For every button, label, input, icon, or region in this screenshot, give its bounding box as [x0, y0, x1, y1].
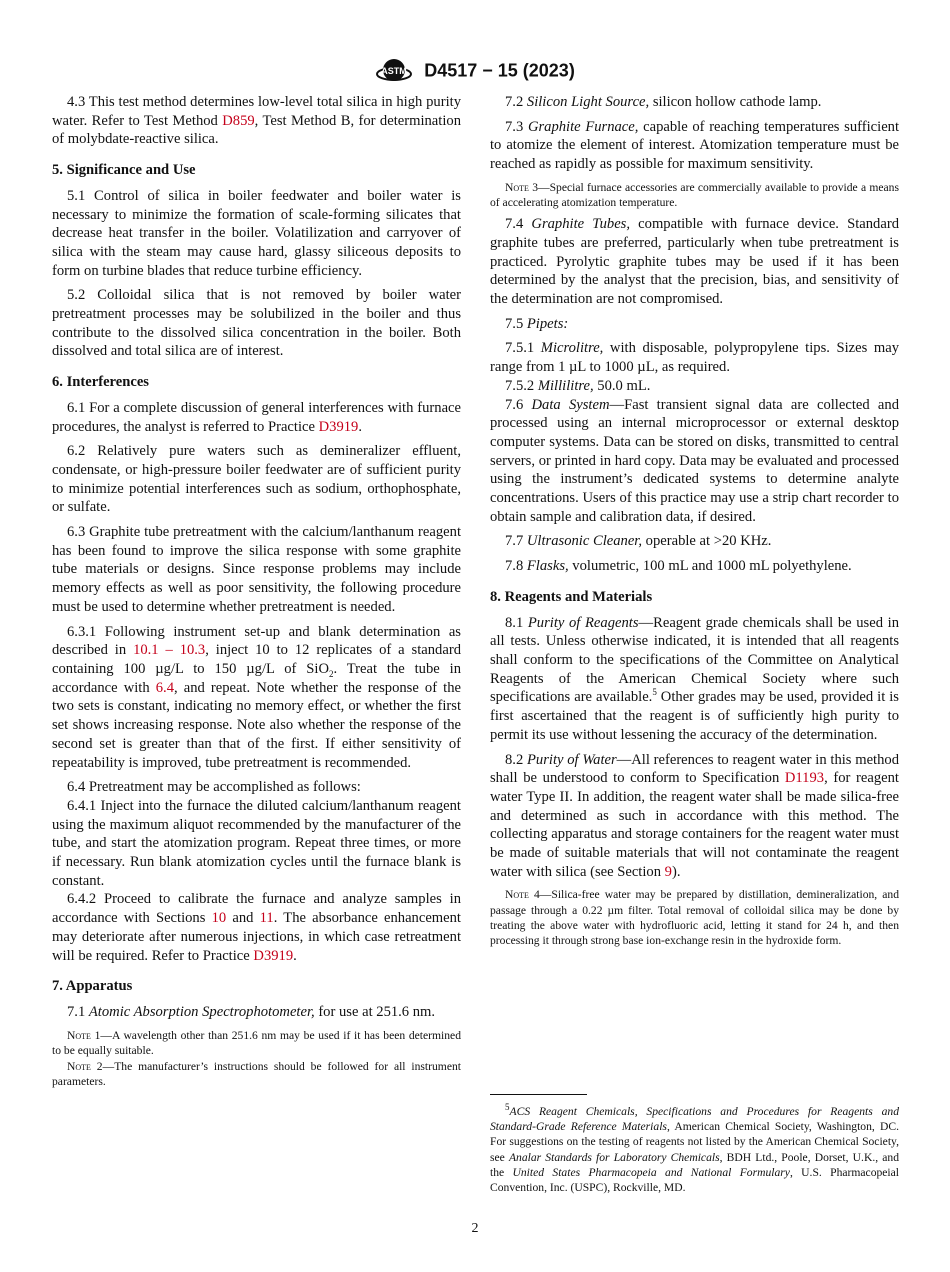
text-run: —Reagent grade chemicals shall be used in all tests. Unless otherwise indicated, it is intended that all reagents shall conform to the specifications of the Committee on Analytical Reagents of the American Chemical Society where such specifications are available. — [490, 614, 899, 706]
text-run: 6.4 Pretreatment may be accomplished as follows: — [67, 779, 361, 796]
svg-text:ASTM: ASTM — [381, 66, 407, 76]
note-label: Note — [67, 1028, 91, 1042]
text-run: 5.2 Colloidal silica that is not removed by boiler water pretreatment processes may be solubilized in the boiler and thus contribute to the dissolved silica concentration in the boiler. Both dissolved and total silica are of interest. — [52, 287, 461, 360]
subscript: 2 — [329, 668, 334, 679]
text-run: 6.4.2 Proceed to calibrate the furnace and analyze samples in accordance with Sections — [52, 891, 461, 927]
text-run: 8. Reagents and Materials — [490, 588, 653, 605]
text-run: 4—Silica-free water may be prepared by distillation, demineralization, and passage through a 0.22 µm filter. Total removal of colloidal silica may be done by treating the above water with hydrofluoric acid, letting it stand for 24 h, and then processing it through strong base ion-exchange resin in the hydroxide form. — [490, 888, 899, 948]
paragraph — [52, 523, 461, 617]
text-run: 6. Interferences — [52, 374, 149, 391]
paragraph — [52, 623, 461, 773]
text-run: . The absorbance enhancement may deteriorate after numerous injections, in which case retreatment will be required. Refer to Practice — [52, 910, 461, 964]
text-run: , BDH Ltd., Poole, Dorset, U.K., and the — [490, 1150, 900, 1179]
right-column — [490, 93, 899, 953]
cross-reference-link[interactable]: 10.1 – 10.3 — [133, 642, 206, 659]
paragraph — [490, 93, 899, 112]
paragraph — [490, 751, 899, 882]
cross-reference-link[interactable]: D1193 — [784, 770, 825, 787]
paragraph — [52, 1003, 461, 1022]
text-run: , for reagent water Type II. In addition, the reagent water shall be made silica-free and determined as such in accordance with this method. The collecting apparatus and storage containers for the reagent water must be made of suitable materials that will not contaminate the reagent water with silica (see Section — [490, 770, 899, 880]
italic-term: Microlitre, — [540, 340, 604, 357]
text-run: 3—Special furnace accessories are commercially available to provide a means of accelerating atomization temperature. — [490, 180, 899, 210]
text-run: capable of reaching temperatures sufficient to atomize the element of interest. Atomization temperature must be reached as rapidly as possible for maximum sensitivity. — [490, 118, 900, 173]
paragraph — [52, 187, 461, 281]
section-heading — [52, 161, 461, 180]
text-run: 2—The manufacturer’s instructions should be followed for all instrument parameters. — [52, 1060, 461, 1089]
page-header — [0, 56, 950, 86]
italic-term: Flasks, — [526, 558, 569, 575]
text-run: 5. Significance and Use — [52, 162, 196, 179]
text-run: with disposable, polypropylene tips. Sizes may range from 1 µL to 1000 µL, as required. — [490, 340, 899, 376]
text-run: 7.8 — [505, 558, 527, 575]
text-run: 5.1 Control of silica in boiler feedwater and boiler water is necessary to minimize the formation of scale-forming silicates that decrease heat transfer in the boiler. Volatilization and carryover of silica with the steam may cause hard, glassy siliceous deposits to form on turbine blades that reduce turbine efficiency. — [52, 187, 461, 279]
text-run: 6.3.1 Following instrument set-up and blank determination as described in — [52, 623, 461, 659]
text-run: 8.2 — [505, 751, 527, 768]
text-run: operable at >20 KHz. — [642, 533, 772, 550]
note-paragraph — [52, 1028, 461, 1058]
astm-logo-icon — [375, 56, 413, 86]
paragraph — [490, 118, 899, 174]
italic-term: ACS Reagent Chemicals, Specifications and Procedures for Reagents and Standard-Grade Reference Materials — [490, 1105, 899, 1134]
paragraph — [490, 557, 899, 576]
text-run: 7. Apparatus — [52, 978, 133, 995]
italic-term: Silicon Light Source, — [526, 94, 650, 110]
cross-reference-link[interactable]: D3919 — [318, 418, 359, 435]
footnote-5 — [490, 1104, 899, 1195]
cross-reference-link[interactable]: 6.4 — [155, 679, 174, 696]
text-run: 6.1 For a complete discussion of general interferences with furnace procedures, the analyst is referred to Practice — [52, 399, 461, 435]
paragraph — [490, 614, 899, 745]
text-run: for use at 251.6 nm. — [314, 1003, 436, 1020]
left-column — [52, 93, 461, 1094]
paragraph — [490, 396, 899, 527]
cross-reference-link[interactable]: D859 — [222, 112, 255, 129]
paragraph — [52, 890, 461, 965]
paragraph — [490, 339, 899, 376]
text-run: 6.3 Graphite tube pretreatment with the calcium/lanthanum reagent has been found to improve the silica response with some graphite tube materials or designs. Since response problems may include memory effects as well as poor sensitivity, the following procedure must be used to determine whether pretreatment is needed. — [52, 524, 461, 615]
text-run: , inject 10 to 12 replicates of a standard containing 100 µg/L to 150 µg/L of SiO — [52, 642, 461, 677]
paragraph — [490, 377, 899, 396]
text-run: 7.5 — [505, 315, 527, 332]
note-label: Note — [505, 888, 529, 902]
paragraph — [490, 315, 899, 334]
section-heading — [52, 373, 461, 392]
note-paragraph — [490, 180, 899, 210]
paragraph — [490, 532, 899, 551]
paragraph — [52, 286, 461, 361]
text-run: . — [293, 947, 297, 964]
cross-reference-link[interactable]: 11 — [259, 910, 274, 927]
text-run: —All references to reagent water in this method shall be understood to conform to Specification — [490, 751, 900, 787]
text-run: ). — [671, 863, 681, 880]
text-run: , U.S. Pharmacopeial Convention, Inc. (USPC), Rockville, MD. — [490, 1165, 900, 1195]
note-paragraph — [490, 887, 899, 948]
footnote-ref: 5 — [505, 1102, 510, 1113]
page-number: 2 — [471, 1221, 479, 1236]
italic-term: Graphite Furnace, — [527, 118, 639, 135]
text-run: silicon hollow cathode lamp. — [649, 94, 822, 110]
text-run: volumetric, 100 mL and 1000 mL polyethylene. — [568, 558, 852, 575]
cross-reference-link[interactable]: D3919 — [253, 947, 294, 964]
text-run: , American Chemical Society, Washington, DC. For suggestions on the testing of reagents not listed by the American Chemical Society, see — [490, 1120, 899, 1164]
italic-term: Analar Standards for Laboratory Chemicals — [508, 1150, 720, 1164]
paragraph — [52, 797, 461, 891]
text-run: . — [358, 418, 363, 435]
text-run: 7.5.1 — [505, 340, 541, 357]
text-run: 7.4 — [505, 216, 532, 233]
paragraph — [52, 399, 461, 436]
note-label: Note — [67, 1060, 91, 1074]
text-run: —Fast transient signal data are collected and processed using an internal microprocessor or external desktop computer systems. Data can be stored on disks, transmitted to central servers, or printed in hard copy. Data may be evaluated and processed using the instrument’s dedicated systems to determine analyte concentrations. Users of this practice may use a strip chart recorder to obtain sample and calibration data, if desired. — [490, 396, 899, 525]
cross-reference-link[interactable]: 9 — [664, 863, 672, 880]
paragraph — [52, 93, 461, 149]
italic-term: Pipets: — [526, 315, 569, 332]
text-run: compatible with furnace device. Standard graphite tubes are preferred, particularly when tube pretreatment is practiced. Pyrolytic graphite tubes may be used if it has been determined by the analyst that the precision, bias, and sensitivity of the determination are not compromised. — [490, 216, 899, 308]
text-run: , and repeat. Note whether the response of the two sets is constant, indicating no memory effect, or whether the first set shows increasing response. Note also whether the response of the second set is greater than that of the first. If either sensitivity of repeatability is improved, tube pretreatment is recommended. — [52, 679, 461, 771]
note-label: Note — [505, 180, 529, 194]
text-run: and — [226, 910, 260, 927]
section-heading — [490, 588, 899, 607]
paragraph — [52, 442, 461, 517]
text-run: 7.6 — [505, 396, 532, 413]
footnote-ref: 5 — [652, 687, 657, 698]
text-run: Other grades may be used, provided it is first ascertained that the reagent is of sufficiently high purity to permit its use without lessening the accuracy of the determination. — [490, 689, 899, 743]
note-paragraph — [52, 1059, 461, 1089]
text-run: 7.7 — [505, 533, 527, 550]
italic-term: Millilitre, — [537, 377, 594, 394]
document-designation: D4517 − 15 (2023) — [424, 60, 575, 81]
paragraph — [52, 778, 461, 797]
text-run: 4.3 This test method determines low-level total silica in high purity water. Refer to Test Method — [52, 94, 461, 129]
italic-term: Purity of Reagents — [527, 614, 639, 631]
text-run: 7.3 — [505, 118, 528, 135]
text-run: , Test Method B, for determination of molybdate-reactive silica. — [52, 112, 461, 148]
text-run: 7.2 — [505, 94, 527, 110]
text-run: 7.1 — [67, 1003, 89, 1020]
italic-term: Atomic Absorption Spectrophotometer, — [88, 1003, 315, 1020]
cross-reference-link[interactable]: 10 — [211, 910, 227, 927]
text-run: 8.1 — [505, 614, 528, 631]
text-run: 6.4.1 Inject into the furnace the diluted calcium/lanthanum reagent using the maximum aliquot recommended by the manufacturer of the tube, and start the atomization program. Repeat three times, or more if necessary. Run blank atomization cycles until the furnace blank is constant. — [52, 797, 461, 889]
text-run: 1—A wavelength other than 251.6 nm may be used if it has been determined to be equally suitable. — [52, 1028, 461, 1057]
text-run: 7.5.2 — [505, 377, 538, 394]
text-run: 6.2 Relatively pure waters such as demineralizer effluent, condensate, or high-pressure boiler feedwater are of sufficient purity to minimize potential interferences such as sodium, orthophosphate, or sulfate. — [52, 443, 461, 516]
section-heading — [52, 977, 461, 996]
italic-term: Purity of Water — [527, 751, 617, 768]
footnote-divider — [490, 1094, 587, 1095]
italic-term: Data System — [531, 396, 610, 413]
text-run: 50.0 mL. — [593, 377, 651, 394]
italic-term: Graphite Tubes, — [531, 216, 630, 233]
italic-term: United States Pharmacopeia and National Formulary — [512, 1165, 790, 1179]
text-run: . Treat the tube in accordance with — [52, 660, 461, 696]
italic-term: Ultrasonic Cleaner, — [526, 533, 643, 550]
paragraph — [490, 215, 899, 309]
